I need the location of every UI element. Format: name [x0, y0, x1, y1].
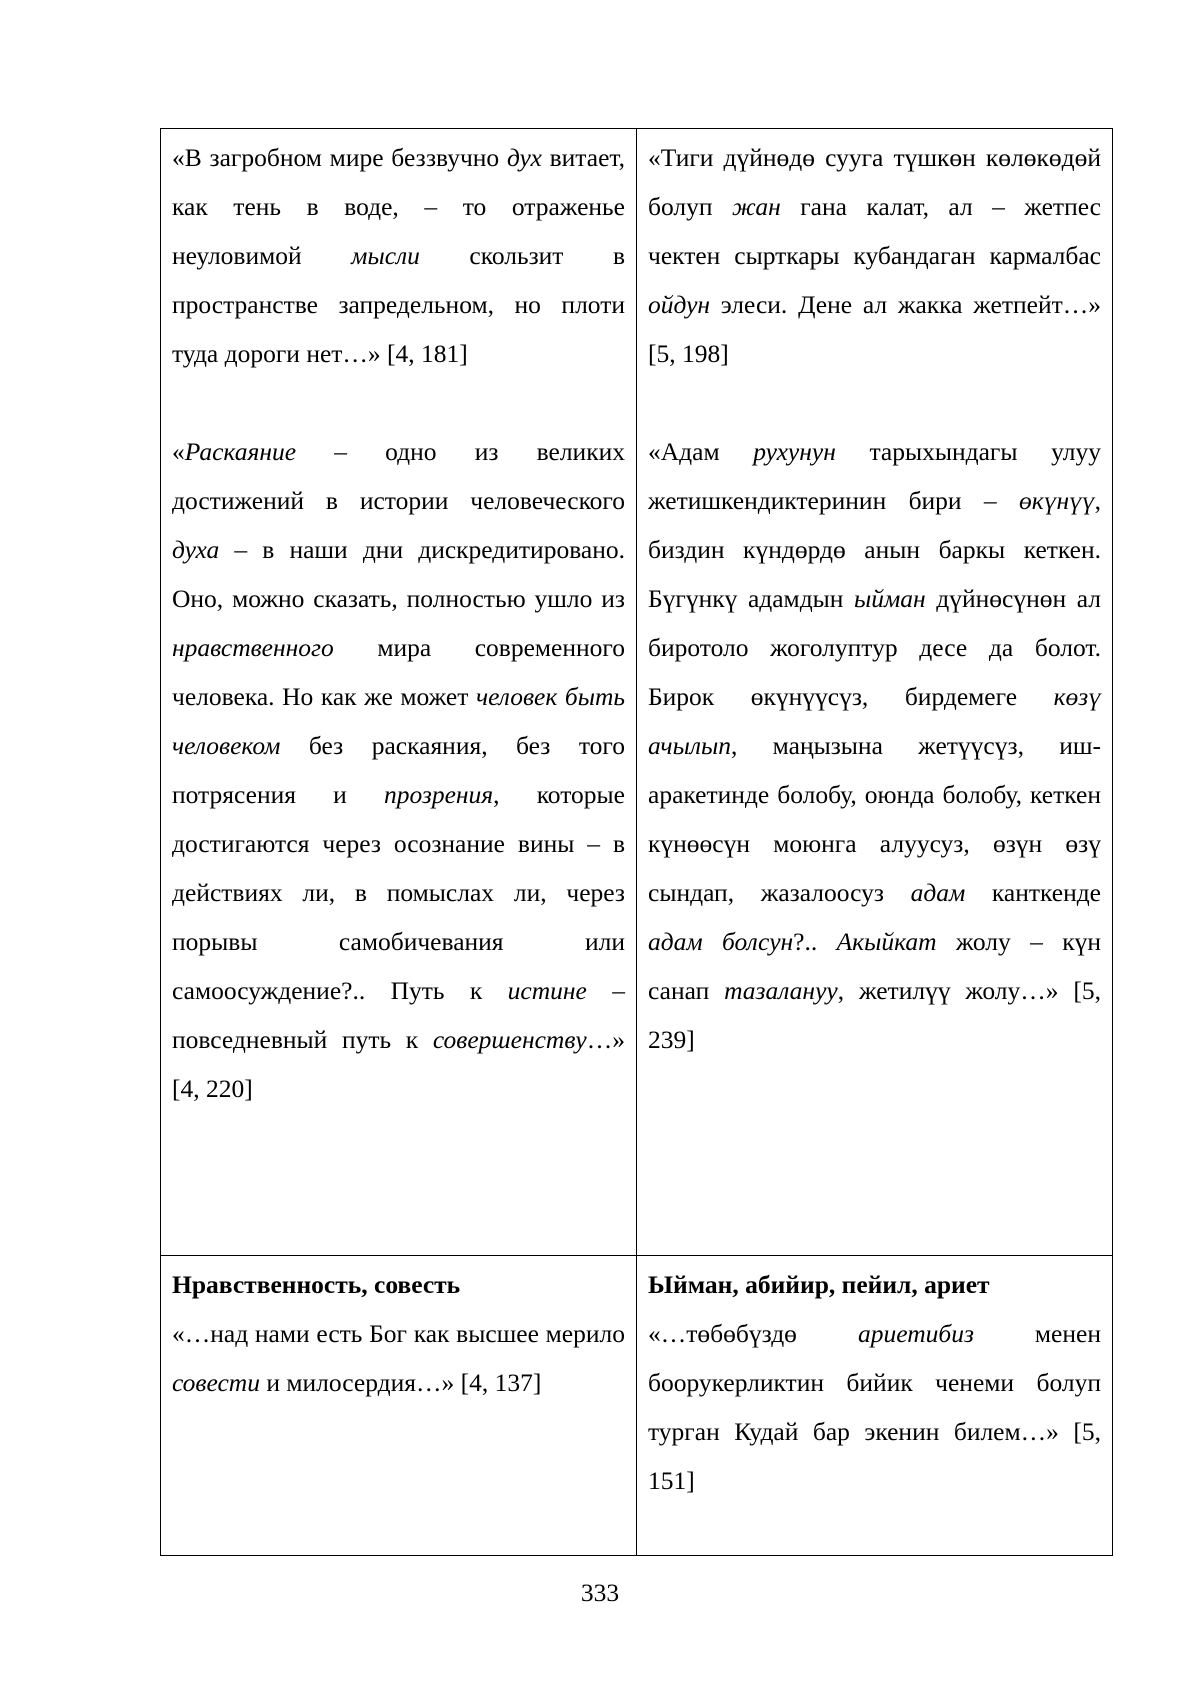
italic-term: Раскаяние — [184, 437, 297, 466]
italic-term: совершенству — [432, 1025, 587, 1054]
text-run: , жетилүү жолу…» [5, 239] — [648, 976, 1101, 1054]
text-run: скользит в пространстве запредельном, но плоти туда дороги нет…» [4, 181] — [172, 241, 626, 368]
text-run: , биздин күндөрдө анын баркы кеткен. Бүгүнкү адамдын — [648, 486, 1101, 613]
table-row — [161, 129, 1113, 1256]
text-run: без раскаяния, без того потрясения и — [172, 731, 625, 809]
comparison-table — [160, 128, 1113, 1556]
text-run: , — [361, 1270, 374, 1299]
paragraph-gap — [172, 378, 625, 427]
text-run: , маңызына жетүүсүз, иш-аракетинде болобу, оюнда болобу, кеткен күнөөсүн моюнга алуусуз, өзүн өзү сындап, жазалоосуз — [648, 731, 1101, 907]
italic-term: көзү ачылып — [648, 682, 1101, 760]
text-run: тарыхындагы улуу жетишкендиктеринин бири – — [648, 437, 1101, 515]
italic-term: өкүнүү — [1019, 486, 1095, 515]
table-row — [161, 1256, 1113, 1556]
italic-term: человек быть человеком — [172, 682, 625, 760]
bold-term: ариет — [924, 1270, 990, 1299]
paragraph-gap — [648, 378, 1101, 427]
italic-term: тазалануу — [724, 976, 838, 1005]
text-run: , — [911, 1270, 925, 1299]
text-run: «Адам — [648, 437, 754, 466]
text-run: менен боорукерликтин бийик ченеми болуп турган Кудай бар экенин билем…» [5, 151] — [648, 1319, 1101, 1495]
concept-heading — [648, 1260, 1101, 1309]
table-cell-russian — [161, 129, 637, 1256]
italic-term: совести — [172, 1368, 260, 1397]
italic-term: Акыйкат — [836, 927, 937, 956]
text-run: витает, как тень в воде, – то отраженье неуловимой — [172, 143, 625, 270]
quote-paragraph — [172, 427, 625, 1113]
page-number: 333 — [580, 1578, 620, 1607]
quote-paragraph — [172, 133, 625, 378]
text-run: ?.. — [793, 927, 837, 956]
text-run: «В загробном мире беззвучно — [172, 143, 507, 172]
italic-term: жан — [731, 192, 781, 221]
text-run: и милосердия…» [4, 137] — [259, 1368, 542, 1397]
text-run: « — [172, 437, 185, 466]
text-run: мира современного человека. Но как же может — [172, 633, 625, 711]
italic-term: рухунун — [753, 437, 836, 466]
text-run: , которые достигаются через осознание вины – в действиях ли, в помыслах ли, через порывы самобичевания или самоосуждение?.. Путь к — [172, 780, 625, 1005]
text-run: – в наши дни дискредитировано. Оно, можно сказать, полностью ушло из — [172, 535, 625, 613]
italic-term: адам — [910, 878, 966, 907]
text-run: дүйнөсүнөн ал биротоло жоголуптур десе да болот. Бирок өкүнүүсүз, бирдемеге — [648, 584, 1101, 711]
italic-term: ойдун — [648, 290, 711, 319]
table-cell-kyrgyz — [637, 129, 1113, 1256]
table-cell-russian — [161, 1256, 637, 1556]
text-run: – одно из великих достижений в истории человеческого — [172, 437, 625, 515]
quote-paragraph — [648, 427, 1101, 1064]
text-run: канткенде — [965, 878, 1102, 907]
italic-term: нравственного — [172, 633, 334, 662]
italic-term: ыйман — [854, 584, 926, 613]
italic-term: адам болсун — [648, 927, 794, 956]
table-cell-kyrgyz — [637, 1256, 1113, 1556]
italic-term: мысли — [351, 241, 420, 270]
italic-term: дух — [506, 143, 542, 172]
bold-term: совесть — [374, 1270, 461, 1299]
text-run: «Тиги дүйнөдө суугa түшкөн көлөкөдөй болуп — [648, 143, 1101, 221]
text-run: – повседневный путь к — [172, 976, 625, 1054]
text-run: «…төбөбүздө — [648, 1319, 858, 1348]
text-run: …» [4, 220] — [172, 1025, 625, 1103]
bold-term: Ыйман, абийир, пейил — [648, 1270, 912, 1299]
quote-paragraph — [172, 1309, 625, 1407]
quote-paragraph — [648, 133, 1101, 378]
concept-heading — [172, 1260, 625, 1309]
text-run: гана калат, ал – жетпес чектен сырткары кубандаган кармалбас — [648, 192, 1101, 270]
italic-term: истине — [507, 976, 587, 1005]
bold-term: Нравственность — [172, 1270, 362, 1299]
quote-paragraph — [648, 1309, 1101, 1505]
text-run: жолу – күн санап — [648, 927, 1101, 1005]
text-run: «…над нами есть Бог как высшее мерило — [172, 1319, 625, 1348]
italic-term: ариетибиз — [857, 1319, 974, 1348]
italic-term: духа — [172, 535, 220, 564]
italic-term: прозрения — [383, 780, 494, 809]
text-run: элеси. Дене ал жакка жетпейт…» [5, 198] — [648, 290, 1101, 368]
